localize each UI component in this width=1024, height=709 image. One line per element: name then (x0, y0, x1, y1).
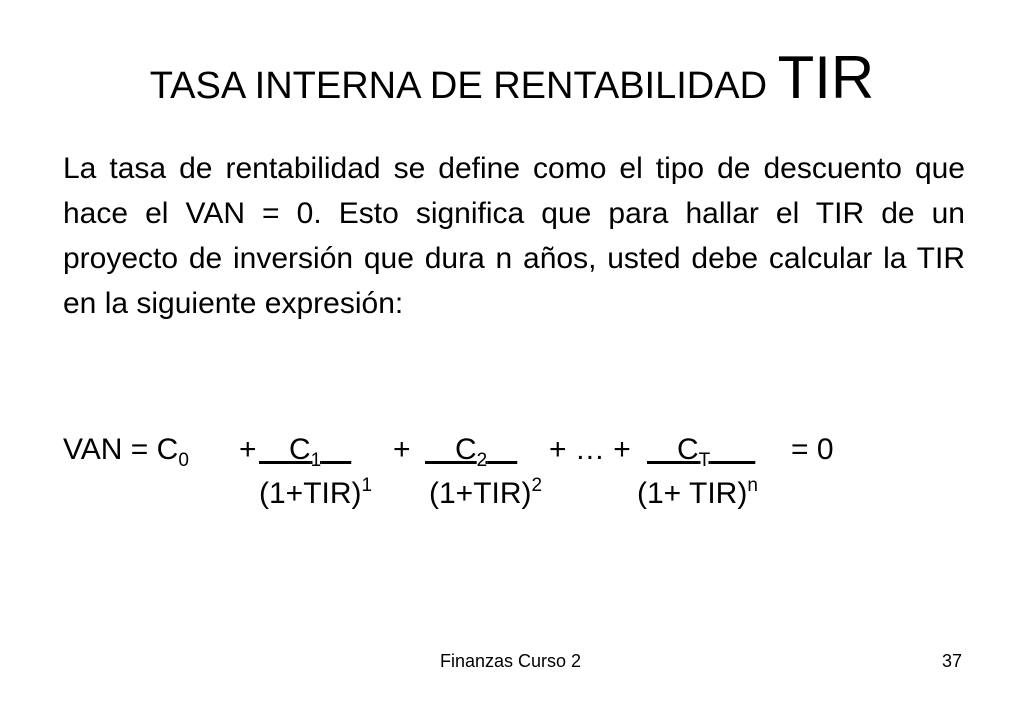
formula-term-ct: $C_T$ (677, 433, 711, 471)
footer-course: Finanzas Curso 2 (440, 651, 582, 671)
formula-numerator-row (63, 428, 965, 472)
definition-paragraph: La tasa de rentabilidad se define como el tipo de descuento que hace el VAN = 0. Esto significa que para hallar el TIR de un proyecto de inversión que dura n años, usted debe calcular la TIR en la siguiente expresión: (63, 152, 965, 320)
page-number: 37 (942, 651, 963, 671)
formula-term-c1: $C_1$ (289, 433, 322, 471)
formula-denominator-2: $(1+TIR)^2$ (429, 475, 543, 510)
formula-lhs: VAN = $C_0$ (63, 433, 189, 471)
formula-denominator-row (63, 472, 965, 516)
formula-plus-2: + (393, 433, 411, 466)
title-main: TASA INTERNA DE RENTABILIDAD (149, 65, 768, 107)
title-accent: TIR (777, 44, 875, 111)
formula-denominator-1: $(1+TIR)^1$ (259, 475, 373, 510)
formula-plus-dots: + … + (549, 433, 631, 466)
tir-formula (63, 428, 965, 516)
slide-title (0, 42, 1024, 114)
formula-denominator-n: (1+ TIR)$^n$ (637, 475, 758, 510)
formula-equals-zero: = 0 (791, 433, 834, 466)
formula-plus-1: + (239, 433, 257, 466)
formula-term-c2: $C_2$ (455, 433, 488, 471)
